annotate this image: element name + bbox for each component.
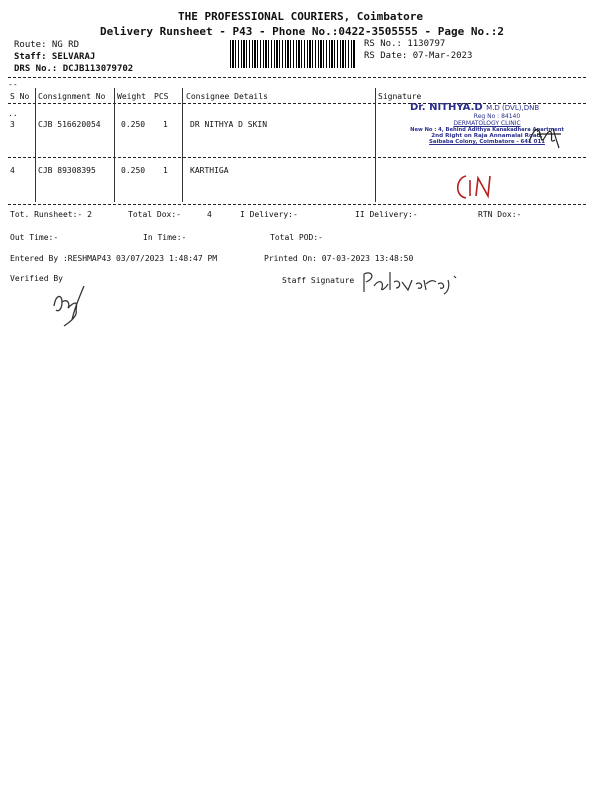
stamp-address-1: New No : 4, Behind Adithya Kanakadhara Apartment — [410, 127, 564, 133]
staff-signature-label: Staff Signature — [282, 276, 355, 285]
verifier-signature — [48, 280, 98, 328]
column-rule — [114, 88, 115, 202]
divider — [8, 157, 586, 158]
header-sno: S No — [10, 92, 30, 101]
column-rule — [35, 88, 36, 202]
divider — [8, 204, 586, 205]
total-dox-value: 4 — [207, 210, 212, 219]
header-weight: Weight — [117, 92, 146, 101]
total-pod: Total POD:- — [270, 233, 323, 242]
staff-signature — [358, 266, 486, 296]
doctor-signature — [525, 122, 565, 150]
header-consignment: Consignment No — [38, 92, 106, 101]
divider — [8, 77, 586, 78]
runsheet-title: Delivery Runsheet - P43 - Phone No.:0422-3505555 - Page No.:2 — [100, 25, 504, 38]
cell-pcs: 1 — [163, 166, 168, 175]
ii-delivery: II Delivery:- — [355, 210, 418, 219]
barcode — [230, 40, 356, 68]
printed-on: Printed On: 07-03-2023 13:48:50 — [264, 254, 414, 263]
cell-pcs: 1 — [163, 120, 168, 129]
route-label: Route: NG RD — [14, 40, 80, 50]
staff-label: Staff: SELVARAJ — [14, 52, 96, 62]
cell-sno: 4 — [10, 166, 15, 175]
row-mark: .. — [8, 109, 18, 118]
company-title: THE PROFESSIONAL COURIERS, Coimbatore — [178, 10, 424, 23]
out-time: Out Time:- — [10, 233, 59, 242]
cell-consignment: CJB 89308395 — [38, 166, 96, 175]
rtn-dox: RTN Dox:- — [478, 210, 522, 219]
in-time: In Time:- — [143, 233, 187, 242]
cell-consignment: CJB 516620054 — [38, 120, 101, 129]
i-delivery: I Delivery:- — [240, 210, 298, 219]
rs-date: RS Date: 07-Mar-2023 — [364, 51, 473, 61]
header-pcs: PCS — [154, 92, 169, 101]
header-consignee: Consignee Details — [186, 92, 268, 101]
total-runsheet: Tot. Runsheet:- 2 — [10, 210, 92, 219]
cell-consignee: KARTHIGA — [190, 166, 229, 175]
cell-sno: 3 — [10, 120, 15, 129]
stamp-address-3: Saibaba Colony, Coimbatore - 641 011 — [429, 139, 545, 145]
header-signature: Signature — [378, 92, 422, 101]
cell-weight: 0.250 — [121, 166, 146, 175]
stamp-degree: M.D (DVL),DNB — [486, 104, 540, 112]
divider-mark: -- — [8, 80, 18, 89]
entered-by: Entered By :RESHMAP43 03/07/2023 1:48:47 PM — [10, 254, 218, 263]
column-rule — [375, 88, 376, 202]
handwritten-cin — [452, 170, 496, 204]
stamp-clinic: DERMATOLOGY CLINIC — [453, 120, 521, 127]
stamp-address-2: 2nd Right on Raja Annamalai Road, — [431, 133, 543, 139]
cell-consignee: DR NITHYA D SKIN — [190, 120, 268, 129]
cell-weight: 0.250 — [121, 120, 146, 129]
stamp-reg: Reg No : 84140 — [473, 113, 521, 120]
stamp-name: Dr. NITHYA.D — [410, 102, 483, 113]
total-dox-label: Total Dox:- — [128, 210, 181, 219]
column-rule — [182, 88, 183, 202]
rs-number: RS No.: 1130797 — [364, 39, 446, 49]
verified-by-label: Verified By — [10, 274, 63, 283]
drs-number: DRS No.: DCJB113079702 — [14, 64, 134, 74]
